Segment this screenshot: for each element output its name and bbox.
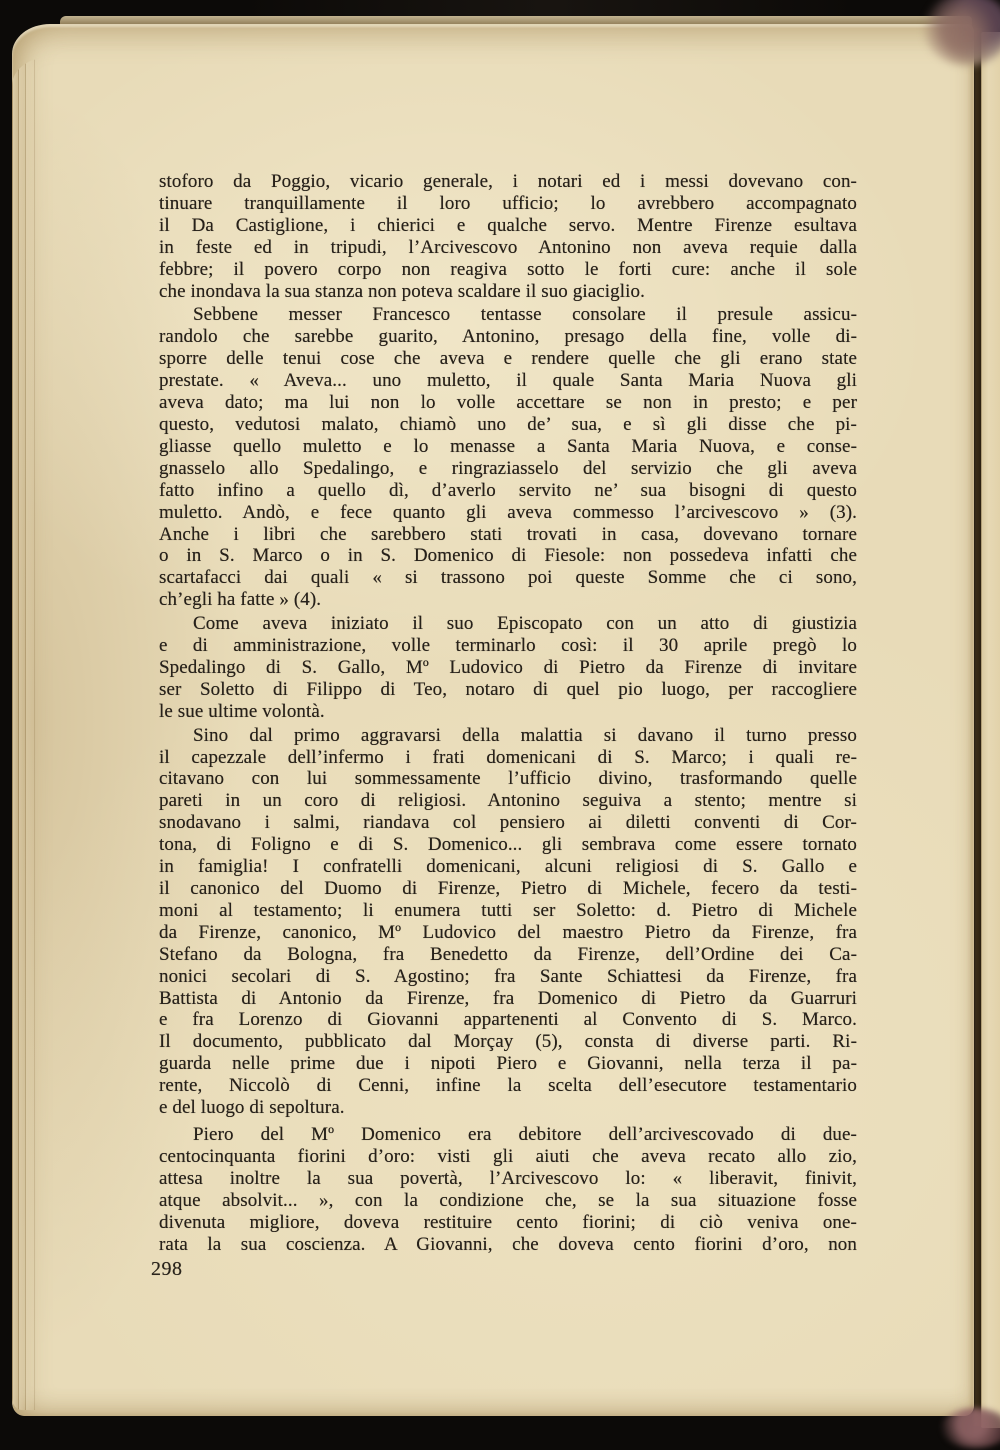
- text-line: il Da Castiglione, i chierici e qualche servo. Mentre Firenze esultava: [159, 214, 857, 236]
- text-line: da Firenze, canonico, Mº Ludovico del maestro Pietro da Firenze, fra: [159, 921, 857, 943]
- text-line: questo, vedutosi malato, chiamò uno de’ sua, e sì gli disse che pi-: [159, 413, 857, 435]
- text-line: Spedalingo di S. Gallo, Mº Ludovico di Pietro da Firenze di invitare: [159, 656, 857, 678]
- page-text: [159, 171, 857, 1255]
- paragraph: [159, 725, 857, 1119]
- text-line: randolo che sarebbe guarito, Antonino, presago della fine, volle di-: [159, 326, 857, 348]
- text-line: gnasselo allo Spedalingo, e ringraziasselo del servizio che gli aveva: [159, 457, 857, 479]
- text-line: citavano con lui sommessamente l’ufficio divino, trasformando quelle: [159, 768, 857, 790]
- text-line: sporre delle tenui cose che aveva e rendere quelle che gli erano state: [159, 348, 857, 370]
- smudge-bottom-right: [940, 1408, 1000, 1448]
- book-page: [12, 24, 974, 1416]
- text-line: prestate. « Aveva... uno muletto, il quale Santa Maria Nuova gli: [159, 370, 857, 392]
- text-line: il capezzale dell’infermo i frati domenicani di S. Marco; i quali re-: [159, 746, 857, 768]
- text-line: snodavano i salmi, riandava col pensiero ai diletti conventi di Cor-: [159, 812, 857, 834]
- text-line: fatto infino a quello dì, d’averlo servito ne’ sua bisogni di questo: [159, 479, 857, 501]
- text-line: rente, Niccolò di Cenni, infine la scelta dell’esecutore testamentario: [159, 1075, 857, 1097]
- text-line: atque absolvit... », con la condizione che, se la sua situazione fosse: [159, 1189, 857, 1211]
- text-line: scartafacci dai quali « si trassono poi queste Somme che ci sono,: [159, 567, 857, 589]
- text-line: Piero del Mº Domenico era debitore dell’arcivescovado di due-: [193, 1123, 857, 1145]
- text-line: Sino dal primo aggravarsi della malattia si davano il turno presso: [193, 724, 857, 746]
- text-line: e fra Lorenzo di Giovanni appartenenti al Convento di S. Marco.: [159, 1009, 857, 1031]
- text-line: guarda nelle prime due i nipoti Piero e Giovanni, nella terza il pa-: [159, 1053, 857, 1075]
- paragraph: [159, 613, 857, 723]
- text-line: e di amministrazione, volle terminarlo così: il 30 aprile pregò lo: [159, 635, 857, 657]
- text-line: tona, di Foligno e di S. Domenico... gli sembrava come essere tornato: [159, 834, 857, 856]
- text-line: tinuare tranquillamente il loro ufficio; lo avrebbero accompagnato: [159, 192, 857, 214]
- text-line: muletto. Andò, e fece quanto gli aveva commesso l’arcivescovo » (3).: [159, 501, 857, 523]
- text-line: aveva dato; ma lui non lo volle accettare se non in presto; e per: [159, 392, 857, 414]
- text-line: le sue ultime volontà.: [159, 700, 325, 722]
- text-line: ch’egli ha fatte » (4).: [159, 589, 322, 611]
- text-line: Come aveva iniziato il suo Episcopato con un atto di giustizia: [193, 613, 857, 635]
- text-line: Sebbene messer Francesco tentasse consolare il presule assicu-: [193, 304, 857, 326]
- text-line: moni al testamento; li enumera tutti ser Soletto: d. Pietro di Michele: [159, 899, 857, 921]
- page-stack-edges: [12, 58, 46, 1410]
- text-line: o in S. Marco o in S. Domenico di Fiesole: non possedeva infatti che: [159, 545, 857, 567]
- next-page-edge: [981, 32, 1000, 1428]
- paragraph: [159, 1124, 857, 1255]
- page-number: 298: [151, 1258, 183, 1280]
- paragraph: [159, 304, 857, 611]
- text-line: attesa inoltre la sua povertà, l’Arcivescovo lo: « liberavit, finivit,: [159, 1167, 857, 1189]
- text-line: Stefano da Bologna, fra Benedetto da Firenze, dell’Ordine dei Ca-: [159, 943, 857, 965]
- text-line: Battista di Antonio da Firenze, fra Domenico di Pietro da Guarruri: [159, 987, 857, 1009]
- text-line: ser Soletto di Filippo di Teo, notaro di quel pio luogo, per raccogliere: [159, 678, 857, 700]
- text-line: nonici secolari di S. Agostino; fra Sante Schiattesi da Firenze, fra: [159, 965, 857, 987]
- text-line: in famiglia! I confratelli domenicani, alcuni religiosi di S. Gallo e: [159, 856, 857, 878]
- paragraph: [159, 171, 857, 302]
- text-line: divenuta migliore, doveva restituire cento fiorini; di ciò veniva one-: [159, 1211, 857, 1233]
- text-line: gliasse quello muletto e lo menasse a Santa Maria Nuova, e conse-: [159, 435, 857, 457]
- text-line: che inondava la sua stanza non poteva scaldare il suo giaciglio.: [159, 280, 645, 302]
- text-line: in feste ed in tripudi, l’Arcivescovo Antonino non aveva requie dalla: [159, 236, 857, 258]
- text-line: il canonico del Duomo di Firenze, Pietro di Michele, fecero da testi-: [159, 878, 857, 899]
- text-line: centocinquanta fiorini d’oro: visti gli aiuti che aveva recato allo zio,: [159, 1145, 857, 1167]
- text-line: Il documento, pubblicato dal Morçay (5), consta di diverse parti. Ri-: [159, 1031, 857, 1053]
- text-line: rata la sua coscienza. A Giovanni, che doveva cento fiorini d’oro, non: [159, 1233, 857, 1255]
- text-line: pareti in un coro di religiosi. Antonino seguiva a stento; mentre si: [159, 790, 857, 812]
- text-line: Anche i libri che sarebbero stati trovati in casa, dovevano tornare: [159, 523, 857, 545]
- text-line: stoforo da Poggio, vicario generale, i notari ed i messi dovevano con-: [159, 171, 857, 192]
- text-line: febbre; il povero corpo non reagiva sotto le forti cure: anche il sole: [159, 258, 857, 280]
- text-line: e del luogo di sepoltura.: [159, 1097, 345, 1119]
